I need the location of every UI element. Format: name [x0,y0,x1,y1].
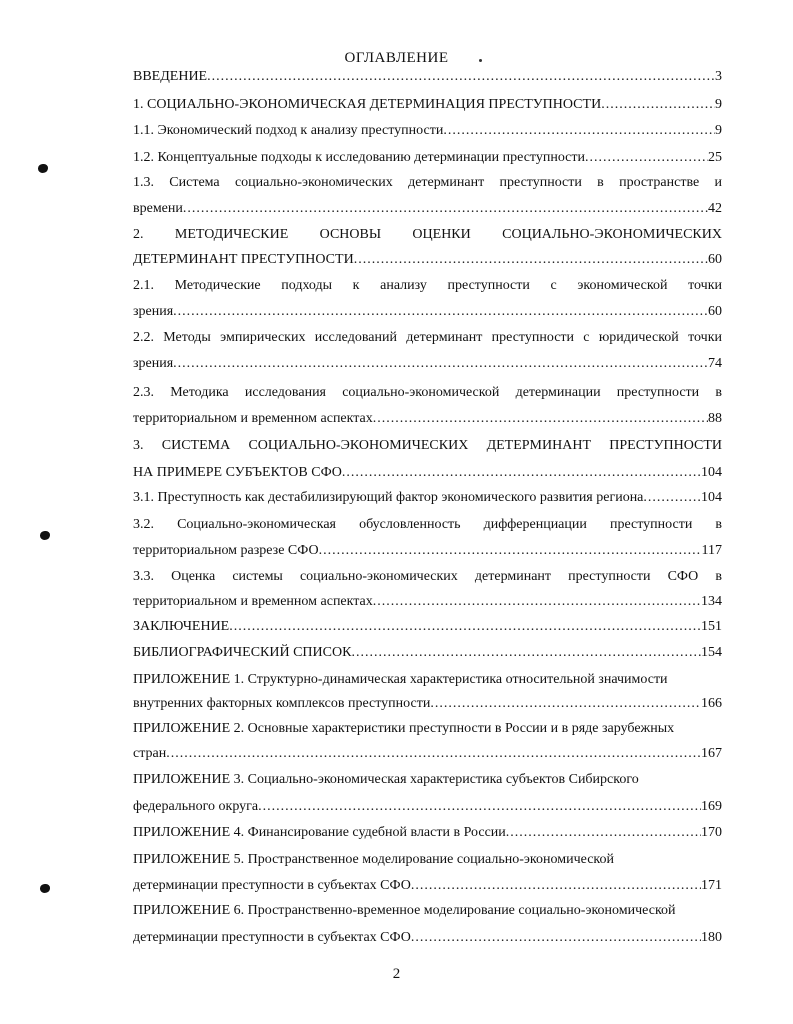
toc-entry-line: ПРИЛОЖЕНИЕ 5. Пространственное моделирование социально-экономической [133,852,614,867]
dot-leader [207,67,715,87]
toc-page-number: 74 [708,356,722,371]
toc-entry [133,302,722,322]
toc-page-number: 25 [708,150,722,165]
toc-entry [133,541,722,561]
toc-entry-title: ЗАКЛЮЧЕНИЕ [133,619,230,634]
toc-page-number: 166 [701,696,722,711]
dot-leader [373,592,701,612]
dot-leader [351,643,701,663]
punch-mark [38,164,48,173]
toc-entry [133,199,722,219]
dot-leader [585,148,708,168]
toc-page-number: 42 [708,201,722,216]
toc-entry-title: времени [133,201,183,216]
dot-leader [229,617,701,637]
toc-page-number: 167 [701,746,722,761]
toc-page-number: 151 [701,619,722,634]
toc-entry-title: НА ПРИМЕРЕ СУБЪЕКТОВ СФО [133,465,342,480]
dot-leader [173,302,708,322]
dot-leader [443,121,715,141]
toc-entry [133,876,722,896]
toc-entry-title: внутренних факторных комплексов преступности [133,696,431,711]
dot-leader [411,928,701,948]
toc-entry-title: 1.2. Концептуальные подходы к исследованию детерминации преступности [133,150,585,165]
toc-entry [133,354,722,374]
toc-entry-title: территориальном разрезе СФО [133,543,319,558]
toc-entry [133,744,722,764]
dot-leader [506,823,701,843]
toc-entry-title: стран [133,746,167,761]
toc-entry-line: 2. МЕТОДИЧЕСКИЕ ОСНОВЫ ОЦЕНКИ СОЦИАЛЬНО-ЭКОНОМИЧЕСКИХ [133,227,722,242]
toc-entry [133,694,722,714]
toc-entry-title: зрения [133,356,174,371]
punch-mark [40,531,50,540]
toc-entry-line: ПРИЛОЖЕНИЕ 3. Социально-экономическая характеристика субъектов Сибирского [133,772,639,787]
toc-page-number: 171 [701,878,722,893]
toc-entry-title: 3.1. Преступность как дестабилизирующий фактор экономического развития региона [133,490,644,505]
toc-page-number: 154 [701,645,722,660]
toc-entry-title: территориальном и временном аспектах [133,411,373,426]
dot-leader [430,694,701,714]
toc-entry-title: федерального округа [133,799,259,814]
toc-entry [133,488,722,508]
toc-entry-title: детерминации преступности в субъектах СФО [133,878,411,893]
toc-entry [133,928,722,948]
toc-entry [133,617,722,637]
toc-entry-line: 2.1. Методические подходы к анализу преступности с экономической точки [133,278,722,293]
toc-entry-title: ВВЕДЕНИЕ [133,69,208,84]
toc-entry-line: ПРИЛОЖЕНИЕ 2. Основные характеристики преступности в России и в ряде зарубежных [133,721,675,736]
toc-entry-title: ПРИЛОЖЕНИЕ 4. Финансирование судебной власти в России [133,825,506,840]
toc-page-number: 9 [715,97,722,112]
page-title: ОГЛАВЛЕНИЕ [344,50,449,66]
toc-entry [133,463,722,483]
page-number: 2 [392,966,401,982]
toc-page-number: 60 [708,304,722,319]
toc-page-number: 117 [701,543,722,558]
toc-page-number: 170 [701,825,722,840]
toc-entry [133,121,722,141]
scan-speck [479,59,482,62]
toc-page-number: 88 [708,411,722,426]
toc-entry-title: зрения [133,304,174,319]
dot-leader [601,95,715,115]
toc-entry-line: ПРИЛОЖЕНИЕ 1. Структурно-динамическая характеристика относительной значимости [133,672,668,687]
toc-entry-title: 1.1. Экономический подход к анализу преступности [133,123,444,138]
toc-entry-title: БИБЛИОГРАФИЧЕСКИЙ СПИСОК [133,645,352,660]
toc-entry [133,409,722,429]
toc-entry [133,95,722,115]
toc-entry-line: 3.2. Социально-экономическая обусловленность дифференциации преступности в [133,517,722,532]
toc-entry-title: детерминации преступности в субъектах СФО [133,930,411,945]
toc-page-number: 169 [701,799,722,814]
dot-leader [373,409,708,429]
toc-page-number: 60 [708,252,722,267]
toc-entry-title: ДЕТЕРМИНАНТ ПРЕСТУПНОСТИ [133,252,354,267]
toc-entry [133,592,722,612]
toc-entry-line: ПРИЛОЖЕНИЕ 6. Пространственно-временное моделирование социально-экономической [133,903,676,918]
toc-entry [133,250,722,270]
toc-entry [133,797,722,817]
toc-entry-title: 1. СОЦИАЛЬНО-ЭКОНОМИЧЕСКАЯ ДЕТЕРМИНАЦИЯ ПРЕСТУПНОСТИ [133,97,602,112]
toc-entry-line: 1.3. Система социально-экономических детерминант преступности в пространстве и [133,175,722,190]
toc-entry-line: 2.2. Методы эмпирических исследований детерминант преступности с юридической точки [133,330,722,345]
dot-leader [342,463,701,483]
dot-leader [354,250,708,270]
toc-entry [133,67,722,87]
toc-page-number: 9 [715,123,722,138]
dot-leader [643,488,701,508]
toc-entry-line: 3. СИСТЕМА СОЦИАЛЬНО-ЭКОНОМИЧЕСКИХ ДЕТЕРМИНАНТ ПРЕСТУПНОСТИ [133,438,722,453]
toc-entry [133,823,722,843]
toc-entry-title: территориальном и временном аспектах [133,594,373,609]
toc-entry-line: 2.3. Методика исследования социально-экономической детерминации преступности в [133,385,722,400]
toc-page-number: 180 [701,930,722,945]
punch-mark [40,884,50,893]
toc-page-number: 134 [701,594,722,609]
toc-page-number: 104 [701,465,722,480]
dot-leader [411,876,701,896]
toc-entry [133,643,722,663]
dot-leader [166,744,701,764]
dot-leader [183,199,708,219]
dot-leader [319,541,702,561]
toc-page-number: 104 [701,490,722,505]
toc-entry [133,148,722,168]
toc-entry-line: 3.3. Оценка системы социально-экономических детерминант преступности СФО в [133,569,722,584]
dot-leader [258,797,701,817]
toc-page-number: 3 [715,69,722,84]
dot-leader [173,354,708,374]
